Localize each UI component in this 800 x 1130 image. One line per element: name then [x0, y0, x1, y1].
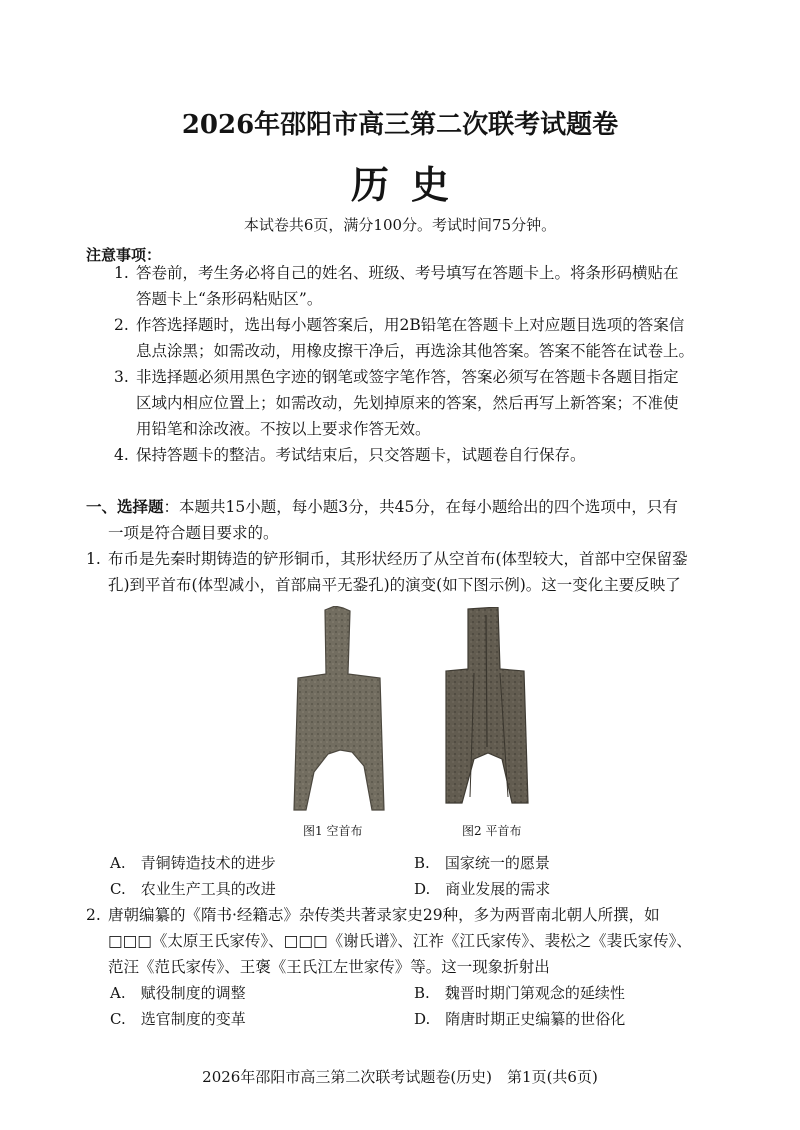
note-1-line-2: 答题卡上“条形码粘贴区”。 — [136, 290, 323, 308]
question-2-option-b[interactable]: B. 魏晋时期门第观念的延续性 — [414, 984, 625, 1002]
question-1-option-a[interactable]: A. 青铜铸造技术的进步 — [110, 854, 276, 872]
subject-title: 历史 — [350, 162, 471, 207]
question-2-stem: 2. 唐朝编纂的《隋书·经籍志》杂传类共著录家史29种，多为两晋南北朝人所撰，如 — [86, 906, 660, 924]
question-2-option-c[interactable]: C. 选官制度的变革 — [110, 1010, 246, 1028]
page-footer: 2026年邵阳市高三第二次联考试题卷(历史) 第1页(共6页) — [202, 1068, 598, 1086]
exam-info: 本试卷共6页，满分100分。考试时间75分钟。 — [243, 216, 557, 234]
question-2-stem-line-3: 范汪《范氏家传》、王褒《王氏江左世家传》等。这一现象折射出 — [108, 958, 550, 976]
note-2-line-1: 2. 作答选择题时，选出每小题答案后，用2B铅笔在答题卡上对应题目选项的答案信 — [114, 316, 685, 334]
note-4-line-1: 4. 保持答题卡的整洁。考试结束后，只交答题卡，试题卷自行保存。 — [114, 446, 586, 464]
exam-title: 2026年邵阳市高三第二次联考试题卷 — [181, 110, 619, 140]
figure-2-caption: 图2 平首布 — [462, 824, 522, 838]
flat-head-spade-coin-image — [440, 607, 534, 807]
note-3-line-3: 用铅笔和涂改液。不按以上要求作答无效。 — [136, 420, 431, 438]
question-2-option-a[interactable]: A. 赋役制度的调整 — [110, 984, 246, 1002]
question-1-option-b[interactable]: B. 国家统一的愿景 — [414, 854, 550, 872]
figure-1-caption: 图1 空首布 — [303, 824, 363, 838]
note-3-line-1: 3. 非选择题必须用黑色字迹的钢笔或签字笔作答，答案必须写在答题卡各题目指定 — [114, 368, 679, 386]
question-1-stem: 1. 布币是先秦时期铸造的铲形铜币，其形状经历了从空首布(体型较大，首部中空保留銎 — [86, 550, 688, 568]
question-1-option-d[interactable]: D. 商业发展的需求 — [414, 880, 551, 898]
note-3-line-2: 区域内相应位置上；如需改动，先划掉原来的答案，然后再写上新答案；不准使 — [136, 394, 679, 412]
question-1-stem-line-2: 孔)到平首布(体型减小，首部扁平无銎孔)的演变(如下图示例)。这一变化主要反映了 — [108, 576, 681, 594]
section-1-intro: 一、选择题：本题共15小题，每小题3分，共45分，在每小题给出的四个选项中，只有 — [86, 497, 678, 516]
section-1-intro-line-2: 一项是符合题目要求的。 — [108, 524, 279, 542]
notes-heading: 注意事项： — [86, 246, 162, 264]
note-1-line-1: 1. 答卷前，考生务必将自己的姓名、班级、考号填写在答题卡上。将条形码横贴在 — [114, 264, 679, 282]
question-1-option-c[interactable]: C. 农业生产工具的改进 — [110, 880, 276, 898]
question-2-stem-line-2: □□□《太原王氏家传》、□□□《谢氏谱》、江祚《江氏家传》、裴松之《裴氏家传》、 — [108, 932, 692, 950]
section-1-label: 一、选择题 — [86, 497, 164, 516]
hollow-head-spade-coin-image — [292, 606, 388, 812]
note-2-line-2: 息点涂黑；如需改动，用橡皮擦干净后，再选涂其他答案。答案不能答在试卷上。 — [136, 342, 695, 360]
question-2-option-d[interactable]: D. 隋唐时期正史编纂的世俗化 — [414, 1010, 626, 1028]
